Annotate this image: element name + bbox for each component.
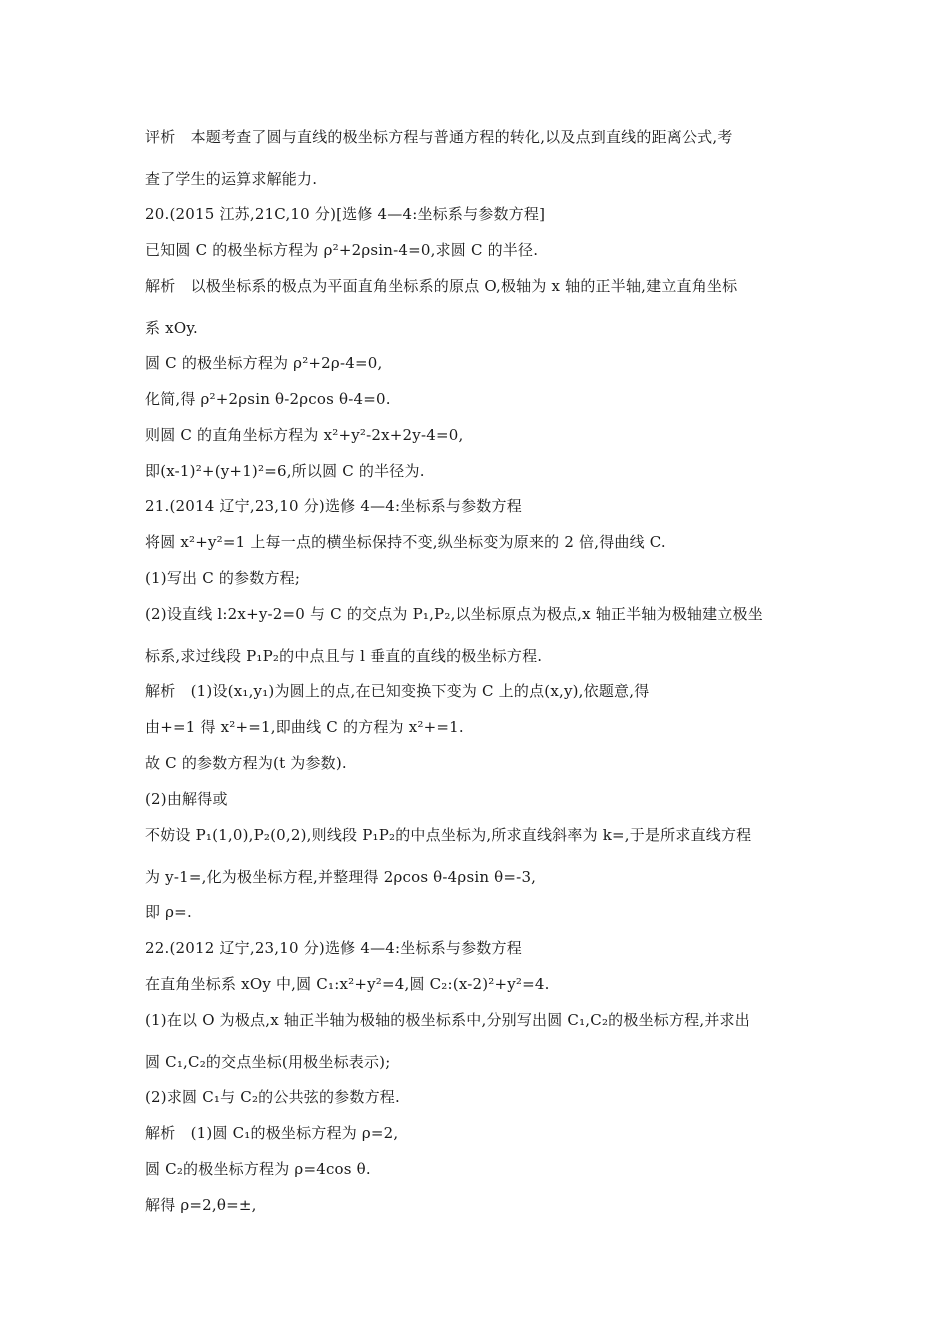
problem-20-statement: 已知圆 C 的极坐标方程为 ρ²+2ρsin-4=0,求圆 C 的半径.: [145, 241, 539, 259]
commentary-line-2: 查了学生的运算求解能力.: [145, 170, 318, 188]
solution-20-line-3: 圆 C 的极坐标方程为 ρ²+2ρ-4=0,: [145, 354, 383, 372]
problem-22-header: 22.(2012 辽宁,23,10 分)选修 4—4:坐标系与参数方程: [145, 939, 522, 957]
solution-21-line-3: 故 C 的参数方程为(t 为参数).: [145, 754, 347, 772]
solution-22-line-2: 圆 C₂的极坐标方程为 ρ=4cos θ.: [145, 1160, 371, 1178]
solution-21-line-1: 解析 (1)设(x₁,y₁)为圆上的点,在已知变换下变为 C 上的点(x,y),依题意,得: [145, 682, 650, 700]
solution-20-line-5: 则圆 C 的直角坐标方程为 x²+y²-2x+2y-4=0,: [145, 426, 464, 444]
problem-21-part-2-line-2: 标系,求过线段 P₁P₂的中点且与 l 垂直的直线的极坐标方程.: [145, 647, 543, 665]
problem-20-header: 20.(2015 江苏,21C,10 分)[选修 4—4:坐标系与参数方程]: [145, 205, 546, 223]
problem-22-part-2: (2)求圆 C₁与 C₂的公共弦的参数方程.: [145, 1088, 400, 1106]
solution-20-line-4: 化简,得 ρ²+2ρsin θ-2ρcos θ-4=0.: [145, 390, 391, 408]
solution-20-line-1: 解析 以极坐标系的极点为平面直角坐标系的原点 O,极轴为 x 轴的正半轴,建立直角坐标: [145, 277, 738, 295]
solution-20-line-6: 即(x-1)²+(y+1)²=6,所以圆 C 的半径为.: [145, 462, 425, 480]
solution-21-line-2: 由+=1 得 x²+=1,即曲线 C 的方程为 x²+=1.: [145, 718, 464, 736]
solution-21-line-4: (2)由解得或: [145, 790, 228, 808]
problem-22-part-1-line-2: 圆 C₁,C₂的交点坐标(用极坐标表示);: [145, 1053, 391, 1071]
problem-21-part-2-line-1: (2)设直线 l:2x+y-2=0 与 C 的交点为 P₁,P₂,以坐标原点为极点,x 轴正半轴为极轴建立极坐: [145, 605, 763, 623]
problem-21-statement: 将圆 x²+y²=1 上每一点的横坐标保持不变,纵坐标变为原来的 2 倍,得曲线 C.: [145, 533, 666, 551]
solution-20-line-2: 系 xOy.: [145, 319, 198, 337]
problem-21-part-1: (1)写出 C 的参数方程;: [145, 569, 301, 587]
problem-22-statement: 在直角坐标系 xOy 中,圆 C₁:x²+y²=4,圆 C₂:(x-2)²+y²=4.: [145, 975, 550, 993]
commentary-line-1: 评析 本题考查了圆与直线的极坐标方程与普通方程的转化,以及点到直线的距离公式,考: [145, 128, 733, 146]
problem-22-part-1-line-1: (1)在以 O 为极点,x 轴正半轴为极轴的极坐标系中,分别写出圆 C₁,C₂的极坐标方程,并求出: [145, 1011, 750, 1029]
solution-22-line-3: 解得 ρ=2,θ=±,: [145, 1196, 257, 1214]
solution-22-line-1: 解析 (1)圆 C₁的极坐标方程为 ρ=2,: [145, 1124, 399, 1142]
problem-21-header: 21.(2014 辽宁,23,10 分)选修 4—4:坐标系与参数方程: [145, 497, 522, 515]
solution-21-line-5: 不妨设 P₁(1,0),P₂(0,2),则线段 P₁P₂的中点坐标为,所求直线斜率为 k=,于是所求直线方程: [145, 826, 752, 844]
solution-21-line-6: 为 y-1=,化为极坐标方程,并整理得 2ρcos θ-4ρsin θ=-3,: [145, 868, 537, 886]
solution-21-line-7: 即 ρ=.: [145, 903, 192, 921]
